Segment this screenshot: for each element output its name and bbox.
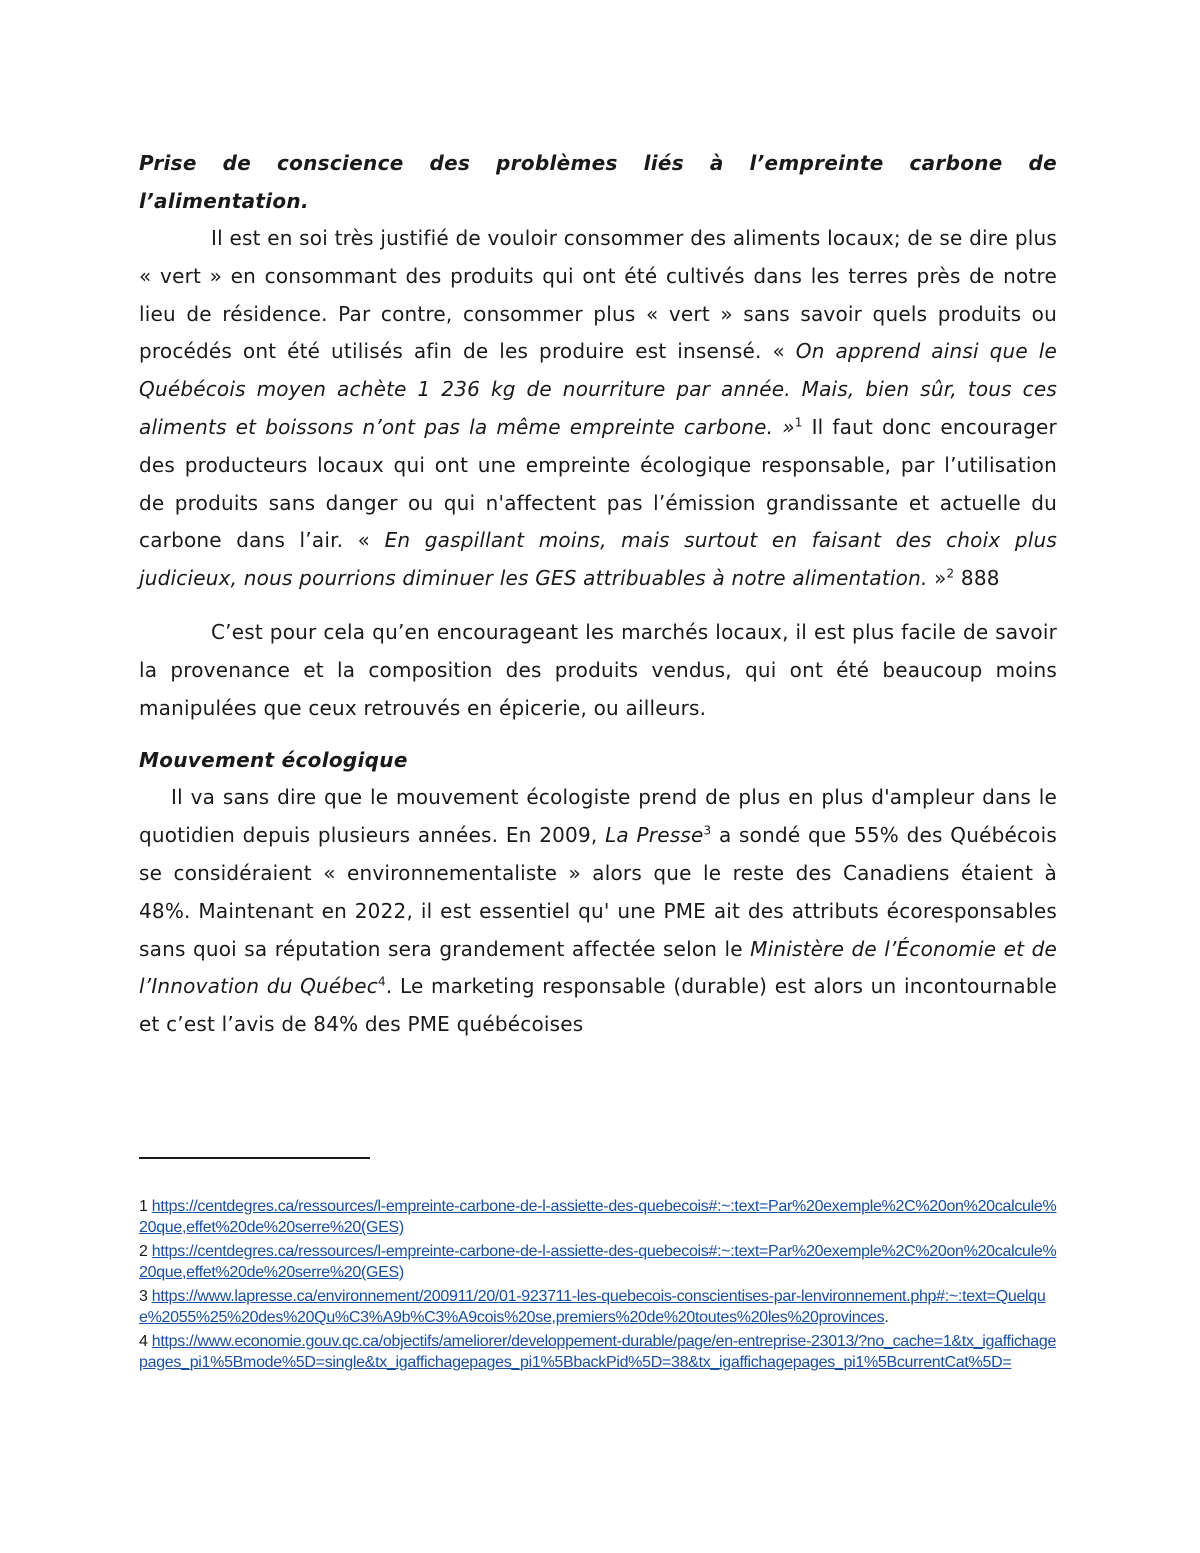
paragraph-local-food xyxy=(139,220,1057,598)
footnote-4 xyxy=(139,1331,1059,1373)
footnote-separator xyxy=(139,1157,370,1159)
section-heading-ecological-movement: Mouvement écologique xyxy=(139,748,408,773)
source-la-presse: La Presse xyxy=(605,823,704,848)
footnote-number: 1 xyxy=(139,1198,148,1215)
body-content xyxy=(139,144,1057,1044)
footnote-number: 3 xyxy=(139,1288,148,1305)
footnote-ref-1[interactable]: 1 xyxy=(794,415,803,430)
footnote-number: 4 xyxy=(139,1333,148,1350)
paragraph-text: Il faut donc encourager des producteurs locaux qui ont une empreinte écologique responsable, par l’utilisation de produits sans danger ou qui n'affectent pas l’émission grandissante et actuelle du carbone dans l’air. « xyxy=(139,414,1057,553)
footnote-link[interactable]: https://www.lapresse.ca/environnement/200911/20/01-923711-les-quebecois-conscientises-par-lenvironnement.php#:~:text=Quelque%2055%25%20des%20Qu%C3%A9b%C3%A9cois%20se,premiers%20de%20toutes%20les%20provinces xyxy=(139,1288,1046,1326)
footnote-suffix: . xyxy=(884,1309,889,1326)
paragraph-text: 888 xyxy=(954,566,1000,591)
paragraph-local-markets: C’est pour cela qu’en encourageant les marchés locaux, il est plus facile de savoir la provenance et la composition des produits vendus, qui ont été beaucoup moins manipulées que ceux retrouvés en épicerie, ou ailleurs. xyxy=(139,619,1057,720)
paragraph-text: . Le marketing responsable (durable) est alors un incontournable et c’est l’avis de 84% des PME québécoises xyxy=(139,974,1057,1037)
footnote-3 xyxy=(139,1286,1059,1328)
quote-carbon-footprint: On apprend ainsi que le Québécois moyen achète 1 236 kg de nourriture par année. Mais, bien sûr, tous ces aliments et boissons n’ont pas la même empreinte carbone. » xyxy=(139,339,1057,439)
footnote-number: 2 xyxy=(139,1243,148,1260)
paragraph-text: Il va sans dire que le mouvement écologiste prend de plus en plus d'ampleur dans le quotidien depuis plusieurs années. En 2009, xyxy=(139,785,1057,848)
footnote-ref-4[interactable]: 4 xyxy=(378,974,386,989)
footnote-2 xyxy=(139,1241,1059,1283)
footnote-ref-2[interactable]: 2 xyxy=(946,566,955,581)
footnote-link[interactable]: https://centdegres.ca/ressources/l-empreinte-carbone-de-l-assiette-des-quebecois#:~:text=Par%20exemple%2C%20on%20calcule%20que,effet%20de%20serre%20(GES) xyxy=(139,1243,1057,1281)
paragraph-ecological-movement xyxy=(139,779,1057,1044)
quote-food-waste: En gaspillant moins, mais surtout en faisant des choix plus judicieux, nous pourrions diminuer les GES attribuables à notre alimentation. xyxy=(139,528,1057,591)
footnote-link[interactable]: https://www.economie.gouv.qc.ca/objectifs/ameliorer/developpement-durable/page/en-entreprise-23013/?no_cache=1&tx_igaffichagepages_pi1%5Bmode%5D=single&tx_igaffichagepages_pi1%5BbackPid%5D=38&tx_igaffichagepages_pi1%5BcurrentCat%5D= xyxy=(139,1333,1057,1371)
footnote-1 xyxy=(139,1196,1059,1238)
footnote-ref-3[interactable]: 3 xyxy=(703,823,712,838)
paragraph-text: Il est en soi très justifié de vouloir consommer des aliments locaux; de se dire plus « vert » en consommant des produits qui ont été cultivés dans les terres près de notre lieu de résidence. Par contre, consommer plus « vert » sans savoir quels produits ou procédés ont été utilisés afin de les produire est insensé. « xyxy=(139,226,1057,364)
source-ministry: Ministère de l’Économie et de l’Innovation du Québec xyxy=(139,936,1057,999)
section-heading-carbon-awareness: Prise de conscience des problèmes liés à l’empreinte carbone de l’alimentation. xyxy=(139,151,1057,213)
paragraph-text: a sondé que 55% des Québécois se considéraient « environnementaliste » alors que le reste des Canadiens étaient à 48%. Maintenant en 2022, il est essentiel qu' une PME ait des attributs écoresponsables sans quoi sa réputation sera grandement affectée selon le xyxy=(139,823,1057,961)
quote-close: » xyxy=(927,566,947,591)
footnotes xyxy=(139,1196,1059,1376)
footnote-link[interactable]: https://centdegres.ca/ressources/l-empreinte-carbone-de-l-assiette-des-quebecois#:~:text=Par%20exemple%2C%20on%20calcule%20que,effet%20de%20serre%20(GES) xyxy=(139,1198,1057,1236)
